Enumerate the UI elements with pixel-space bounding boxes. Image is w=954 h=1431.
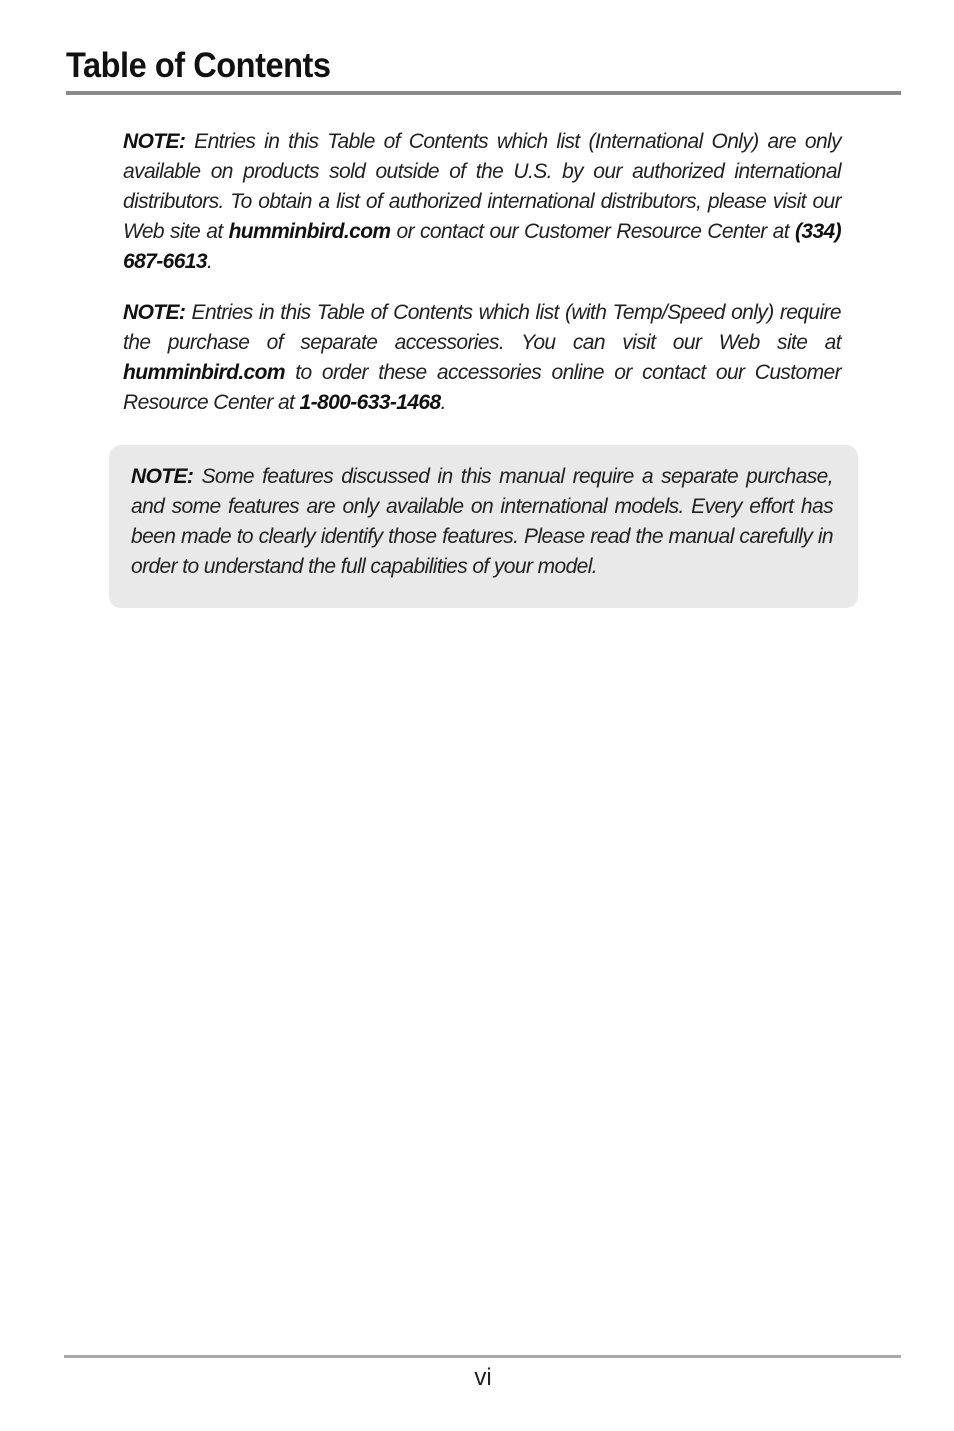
note-text: or contact our Customer Resource Center at [390, 220, 795, 243]
page-number: vi [474, 1364, 492, 1391]
note-text: to order these accessories online or contact our Customer Resource Center at [123, 361, 841, 414]
note-text: Entries in this Table of Contents which list (with Temp/Speed only) require the purchase of separate accessories. You can visit our Web site at [123, 301, 841, 354]
callout-label: NOTE: [131, 465, 194, 488]
note-text: . [206, 250, 213, 273]
note-text: Entries in this Table of Contents which list (International Only) are only available on products sold outside of the U.S. by our authorized international distributors. To obtain a list of authorized international distributors, please visit our Web site at [123, 130, 841, 243]
note-label: NOTE: [123, 301, 186, 324]
note-label: NOTE: [123, 130, 186, 153]
note-text: . [440, 391, 446, 414]
website-link[interactable]: humminbird.com [123, 361, 285, 384]
phone-number: (334) 687-6613 [123, 220, 842, 273]
features-callout-box [109, 445, 858, 608]
footer-divider [64, 1355, 901, 1358]
website-link[interactable]: humminbird.com [228, 220, 391, 243]
international-note [123, 127, 841, 277]
accessories-note [123, 298, 841, 418]
phone-number: 1-800-633-1468 [299, 391, 441, 414]
callout-text [131, 462, 833, 582]
callout-body: Some features discussed in this manual require a separate purchase, and some features are only available on international models. Every effort has been made to clearly identify those features. Please read the manual carefully in order to understand the full capabilities of your model. [131, 465, 833, 578]
title-divider [66, 91, 901, 95]
page-title: Table of Contents [66, 46, 331, 85]
